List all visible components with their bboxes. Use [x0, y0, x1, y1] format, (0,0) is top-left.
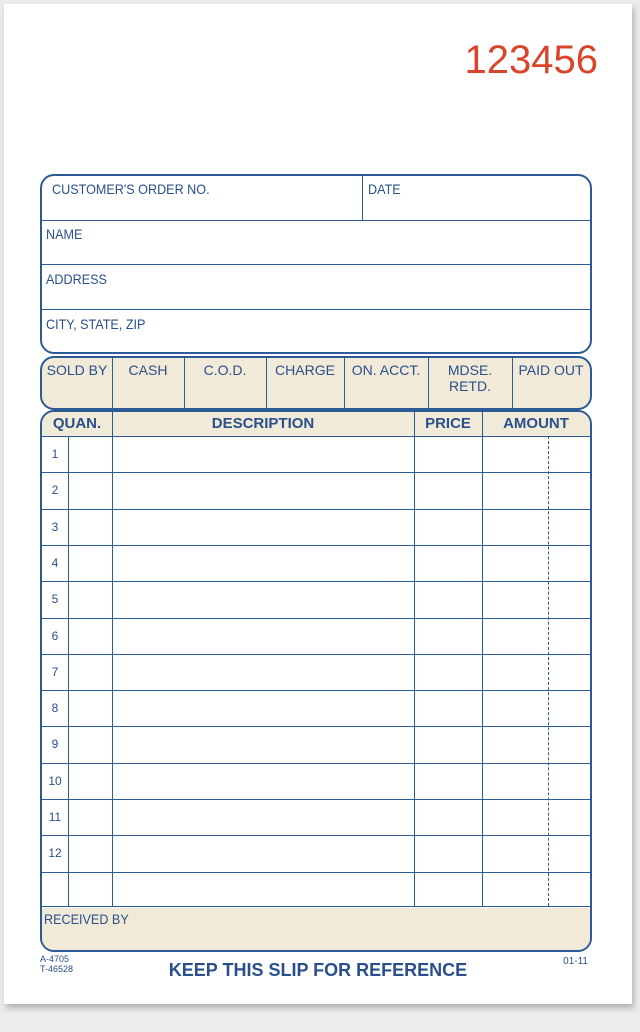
row-number: 7 — [51, 664, 59, 679]
footer-revision: 01-11 — [563, 956, 588, 967]
items-table — [40, 410, 592, 952]
row-number: 4 — [51, 555, 59, 570]
row-divider — [42, 690, 590, 691]
sales-slip — [4, 4, 632, 1004]
form-number: 123456 — [464, 38, 598, 82]
row-divider — [42, 654, 590, 655]
row-divider — [42, 872, 590, 873]
table-rows — [42, 412, 590, 952]
row-divider — [42, 763, 590, 764]
name-label: NAME — [46, 226, 83, 242]
amount-header: AMOUNT — [503, 415, 569, 432]
price-header: PRICE — [425, 415, 471, 432]
customer-order-no-label: CUSTOMER'S ORDER NO. — [52, 181, 210, 197]
row-divider — [42, 545, 590, 546]
row-number: 9 — [51, 737, 59, 752]
city-state-zip-label: CITY, STATE, ZIP — [46, 316, 146, 332]
on-acct-cell: ON. ACCT. — [351, 362, 421, 378]
row-divider — [42, 618, 590, 619]
address-label: ADDRESS — [46, 271, 107, 287]
form-code-1: A-4705 — [40, 954, 70, 964]
row-number: 3 — [51, 519, 59, 534]
row-divider — [42, 581, 590, 582]
row-divider — [42, 726, 590, 727]
cod-cell: C.O.D. — [203, 362, 247, 378]
row-number: 2 — [51, 483, 59, 498]
date-label: DATE — [368, 181, 401, 197]
charge-cell: CHARGE — [275, 362, 335, 378]
mdse-retd-cell: MDSE. RETD. — [447, 362, 493, 394]
sold-by-cell: SOLD BY — [46, 362, 108, 378]
row-divider — [42, 472, 590, 473]
row-number: 1 — [51, 447, 59, 461]
received-by-band — [42, 908, 590, 952]
description-header: DESCRIPTION — [211, 415, 315, 432]
paid-out-cell: PAID OUT — [518, 362, 584, 378]
row-divider — [42, 799, 590, 800]
row-number: 11 — [48, 810, 62, 824]
row-number: 12 — [48, 846, 62, 861]
form-code-2: T-46528 — [40, 964, 74, 974]
footer-notice: KEEP THIS SLIP FOR REFERENCE — [168, 960, 468, 980]
row-number: 5 — [51, 592, 59, 607]
row-divider — [42, 835, 590, 836]
sold-by-section — [40, 356, 592, 410]
quan-header: QUAN. — [52, 415, 102, 432]
row-number: 10 — [48, 773, 62, 788]
cash-cell: CASH — [128, 362, 168, 378]
row-divider — [42, 509, 590, 510]
row-number: 6 — [51, 628, 59, 643]
received-by-label: RECEIVED BY — [44, 911, 129, 927]
customer-section — [40, 174, 592, 354]
row-number: 8 — [51, 701, 59, 716]
